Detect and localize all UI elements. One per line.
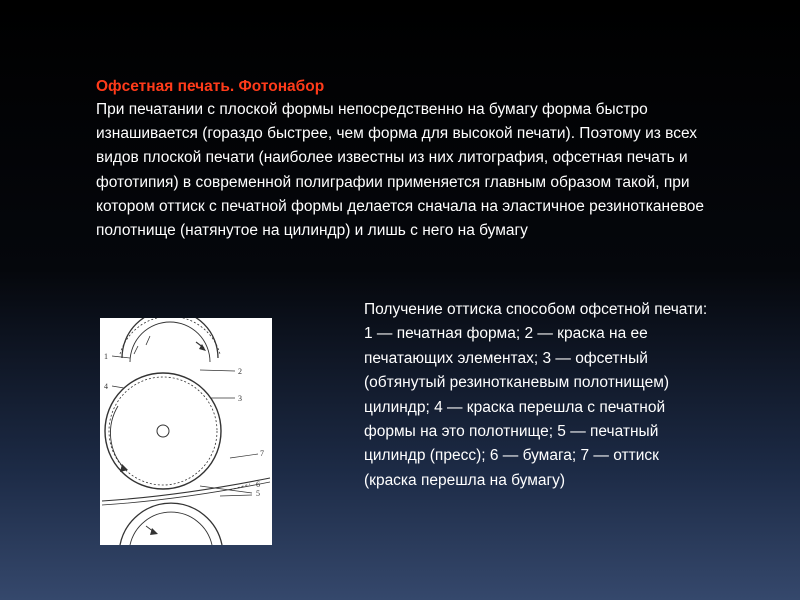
offset-printing-diagram: [100, 318, 272, 545]
diagram-label-6: 6: [256, 480, 260, 489]
diagram-label-3: 3: [238, 394, 242, 403]
paper-sheet: [102, 478, 270, 505]
slide-title: Офсетная печать. Фотонабор: [96, 78, 325, 95]
offset-cylinder: [105, 373, 221, 489]
impression-cylinder: [120, 503, 222, 545]
diagram-label-4: 4: [104, 382, 108, 391]
diagram-label-5: 5: [256, 489, 260, 498]
plate-cylinder: [120, 318, 220, 362]
diagram-label-2: 2: [238, 367, 242, 376]
slide-body-text: При печатании с плоской формы непосредственно на бумагу форма быстро изнашивается (гораздо быстрее, чем форма для высокой печати). Поэтому из всех видов плоской печати (наиболее известны из них литография, офсетная печать и фототипия) в современной полиграфии применяется главным образом такой, при котором оттиск с печатной формы делается сначала на эластичное резинотканевое полотнище (натянутое на цилиндр) и лишь с него на бумагу: [96, 101, 704, 240]
diagram-label-7: 7: [260, 449, 264, 458]
diagram-caption: Получение оттиска способом офсетной печати: 1 — печатная форма; 2 — краска на ее печатающих элементах; 3 — офсетный (обтянутый резинотканевым полотнищем) цилиндр; 4 — краска перешла с печатной формы на это полотнище; 5 — печатный цилиндр (пресс); 6 — бумага; 7 — оттиск (краска перешла на бумагу): [364, 301, 708, 489]
diagram-label-1: 1: [104, 352, 108, 361]
